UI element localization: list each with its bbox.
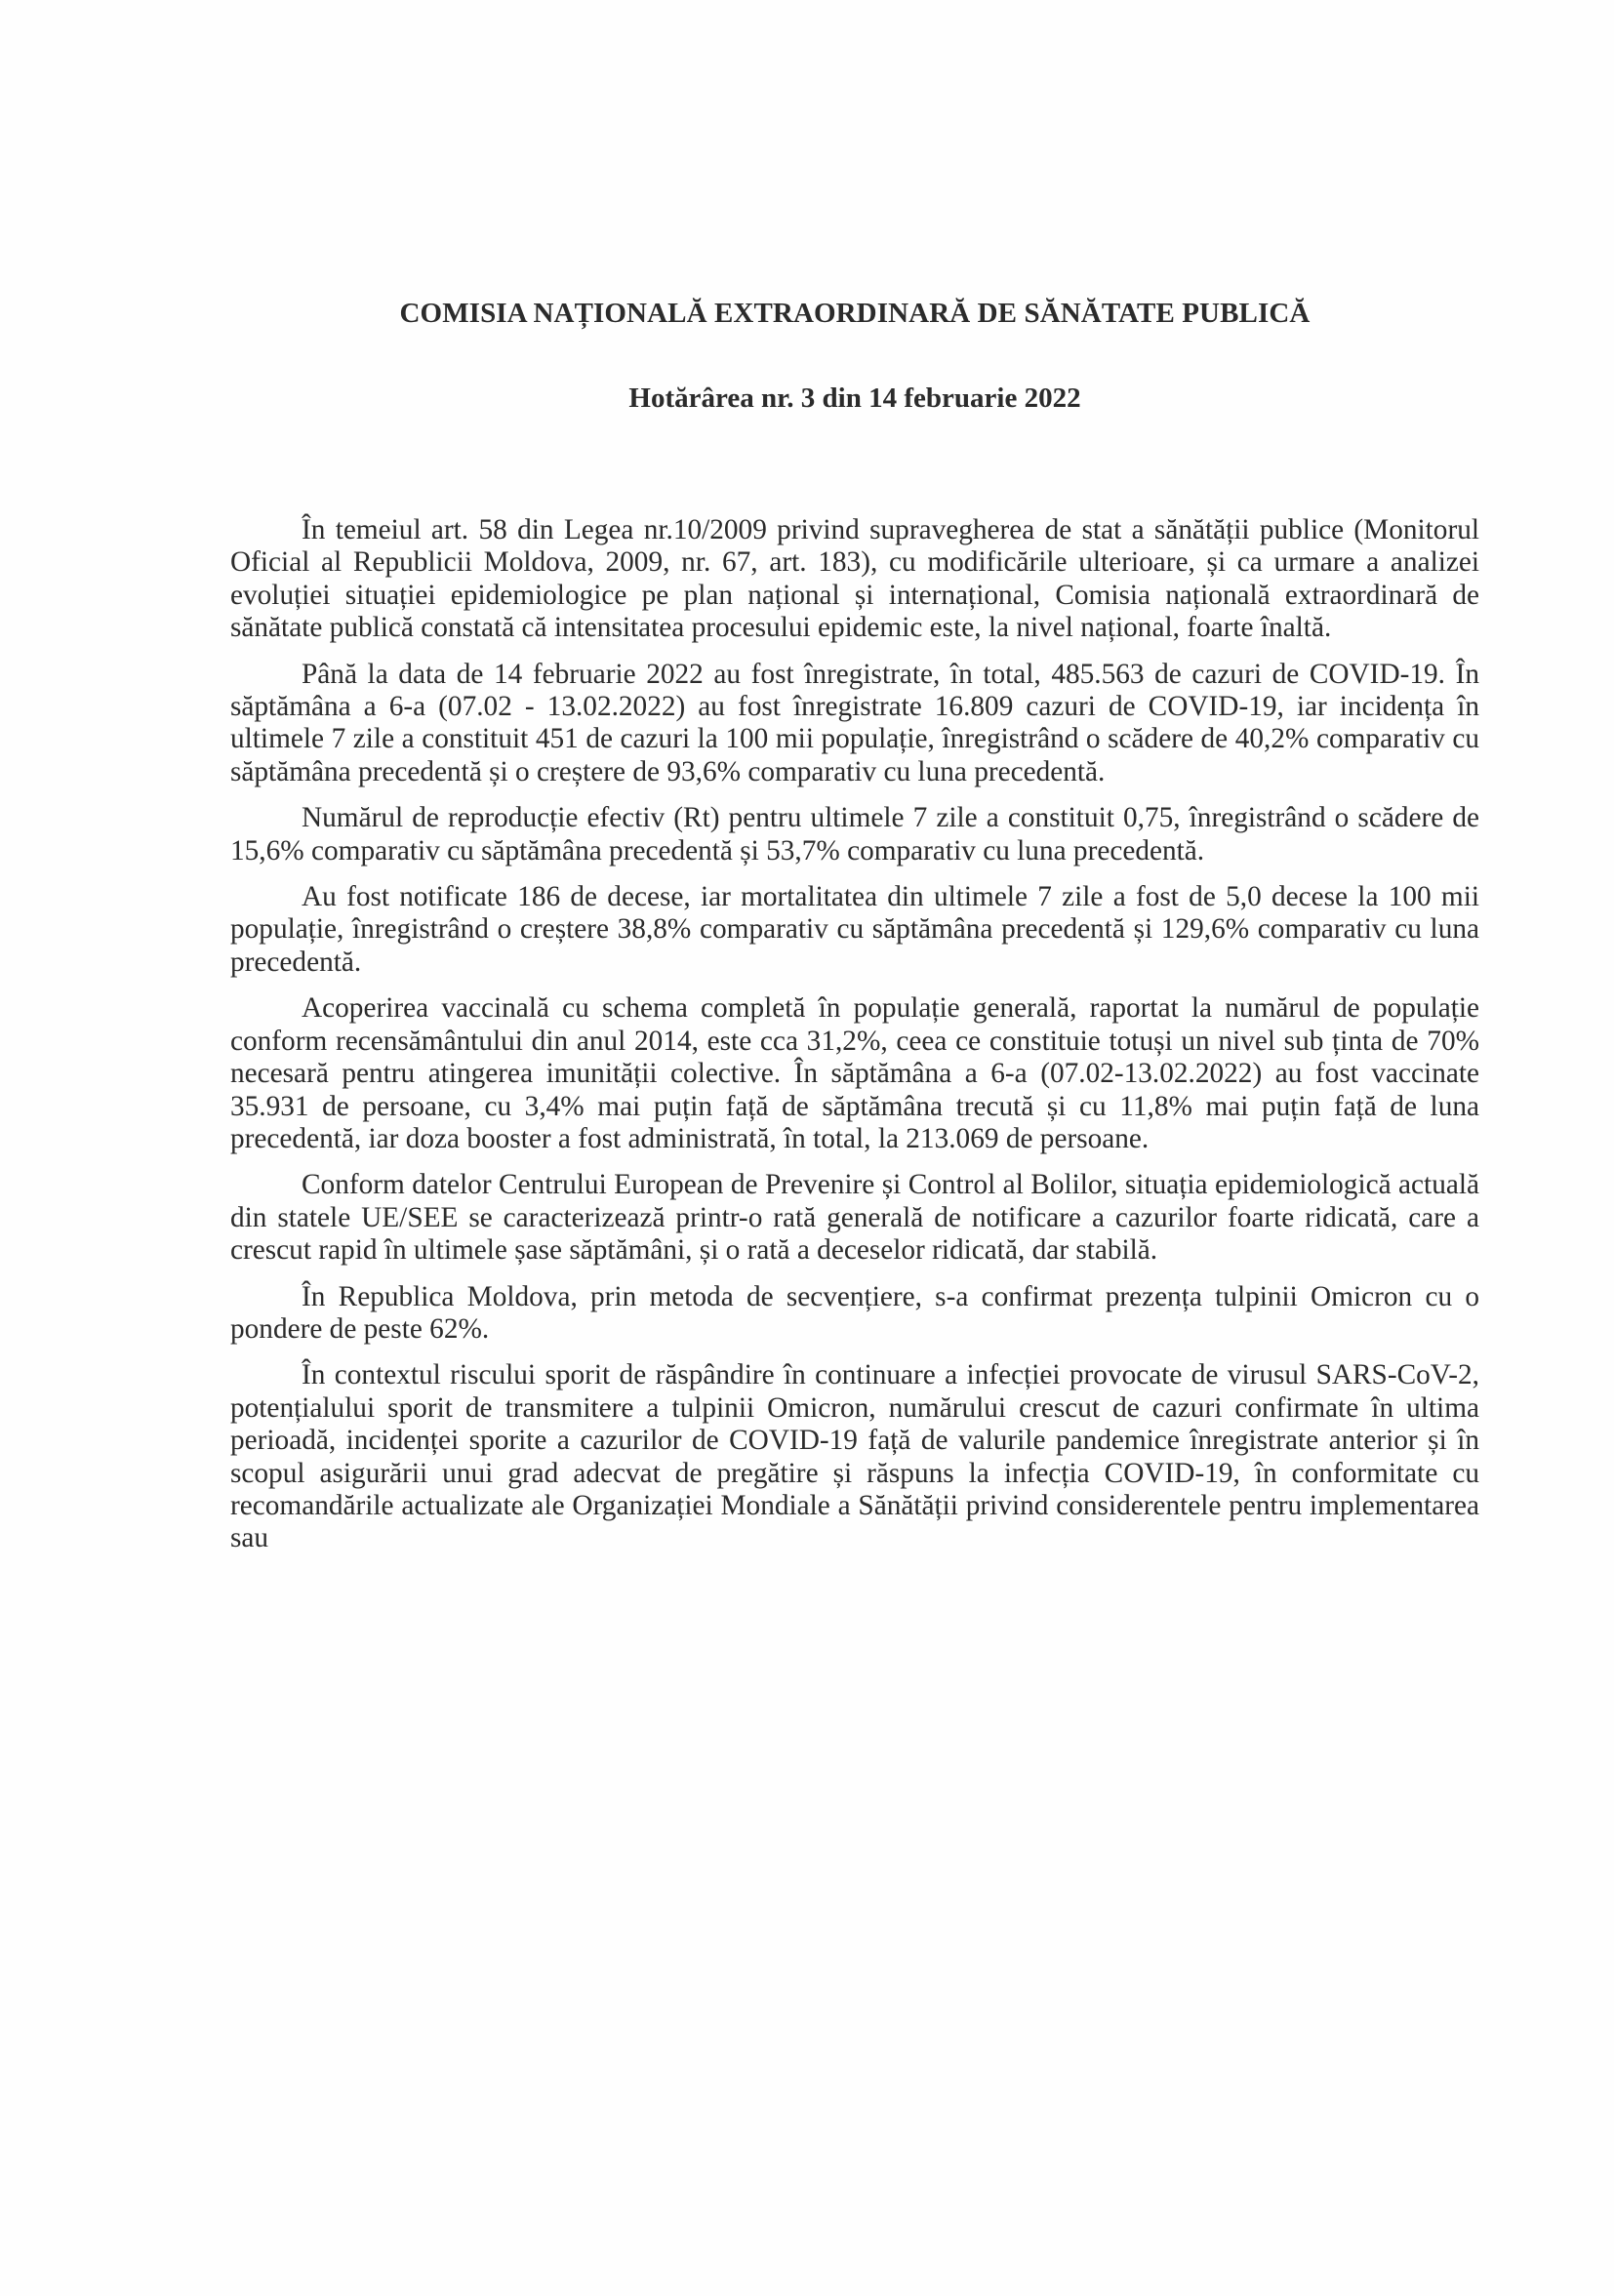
- paragraph-reproduction-number: Numărul de reproducție efectiv (Rt) pentru ultimele 7 zile a constituit 0,75, înregistrând o scădere de 15,6% comparativ cu săptămâna precedentă și 53,7% comparativ cu luna precedentă.: [230, 802, 1479, 866]
- paragraph-vaccination: Acoperirea vaccinală cu schema completă în populație generală, raportat la numărul de populație conform recensământului din anul 2014, este cca 31,2%, ceea ce constituie totuși un nivel sub ținta de 70% necesară pentru atingerea imunității colective. În săptămâna a 6-a (07.02-13.02.2022) au fost vaccinate 35.931 de persoane, cu 3,4% mai puțin față de săptămâna trecută și cu 11,8% mai puțin față de luna precedentă, iar doza booster a fost administrată, în total, la 213.069 de persoane.: [230, 992, 1479, 1154]
- paragraph-legal-basis: În temeiul art. 58 din Legea nr.10/2009 privind supravegherea de stat a sănătății publice (Monitorul Oficial al Republicii Moldova, 2009, nr. 67, art. 183), cu modificările ulterioare, și ca urmare a analizei evoluției situației epidemiologice pe plan național și internațional, Comisia națională extraordinară de sănătate publică constată că intensitatea procesului epidemic este, la nivel național, foarte înaltă.: [230, 514, 1479, 644]
- paragraph-ecdc-situation: Conform datelor Centrului European de Prevenire și Control al Bolilor, situația epidemiologică actuală din statele UE/SEE se caracterizează printr-o rată generală de notificare a cazurilor foarte ridicată, care a crescut rapid în ultimele șase săptămâni, și o rată a deceselor ridicată, dar stabilă.: [230, 1169, 1479, 1267]
- decision-title: Hotărârea nr. 3 din 14 februarie 2022: [628, 383, 1081, 414]
- paragraph-context: În contextul riscului sporit de răspândire în continuare a infecției provocate de virusul SARS-CoV-2, potențialului sporit de transmitere a tulpinii Omicron, numărului crescut de cazuri confirmate în ultima perioadă, incidenței sporite a cazurilor de COVID-19 față de valurile pandemice înregistrate anterior și în scopul asigurării unui grad adecvat de pregătire și răspuns la infecția COVID-19, în conformitate cu recomandările actualizate ale Organizației Mondiale a Sănătății privind considerentele pentru implementarea sau: [230, 1359, 1479, 1554]
- organization-title: COMISIA NAȚIONALĂ EXTRAORDINARĂ DE SĂNĂTATE PUBLICĂ: [399, 298, 1311, 329]
- paragraph-mortality: Au fost notificate 186 de decese, iar mortalitatea din ultimele 7 zile a fost de 5,0 decese la 100 mii populație, înregistrând o creștere 38,8% comparativ cu săptămâna precedentă și 129,6% comparativ cu luna precedentă.: [230, 881, 1479, 978]
- document-body: [230, 514, 1479, 1569]
- paragraph-case-statistics: Până la data de 14 februarie 2022 au fost înregistrate, în total, 485.563 de cazuri de COVID-19. În săptămâna a 6-a (07.02 - 13.02.2022) au fost înregistrate 16.809 cazuri de COVID-19, iar incidența în ultimele 7 zile a constituit 451 de cazuri la 100 mii populație, înregistrând o scădere de 40,2% comparativ cu săptămâna precedentă și o creștere de 93,6% comparativ cu luna precedentă.: [230, 658, 1479, 787]
- paragraph-omicron: În Republica Moldova, prin metoda de secvențiere, s-a confirmat prezența tulpinii Omicron cu o pondere de peste 62%.: [230, 1280, 1479, 1345]
